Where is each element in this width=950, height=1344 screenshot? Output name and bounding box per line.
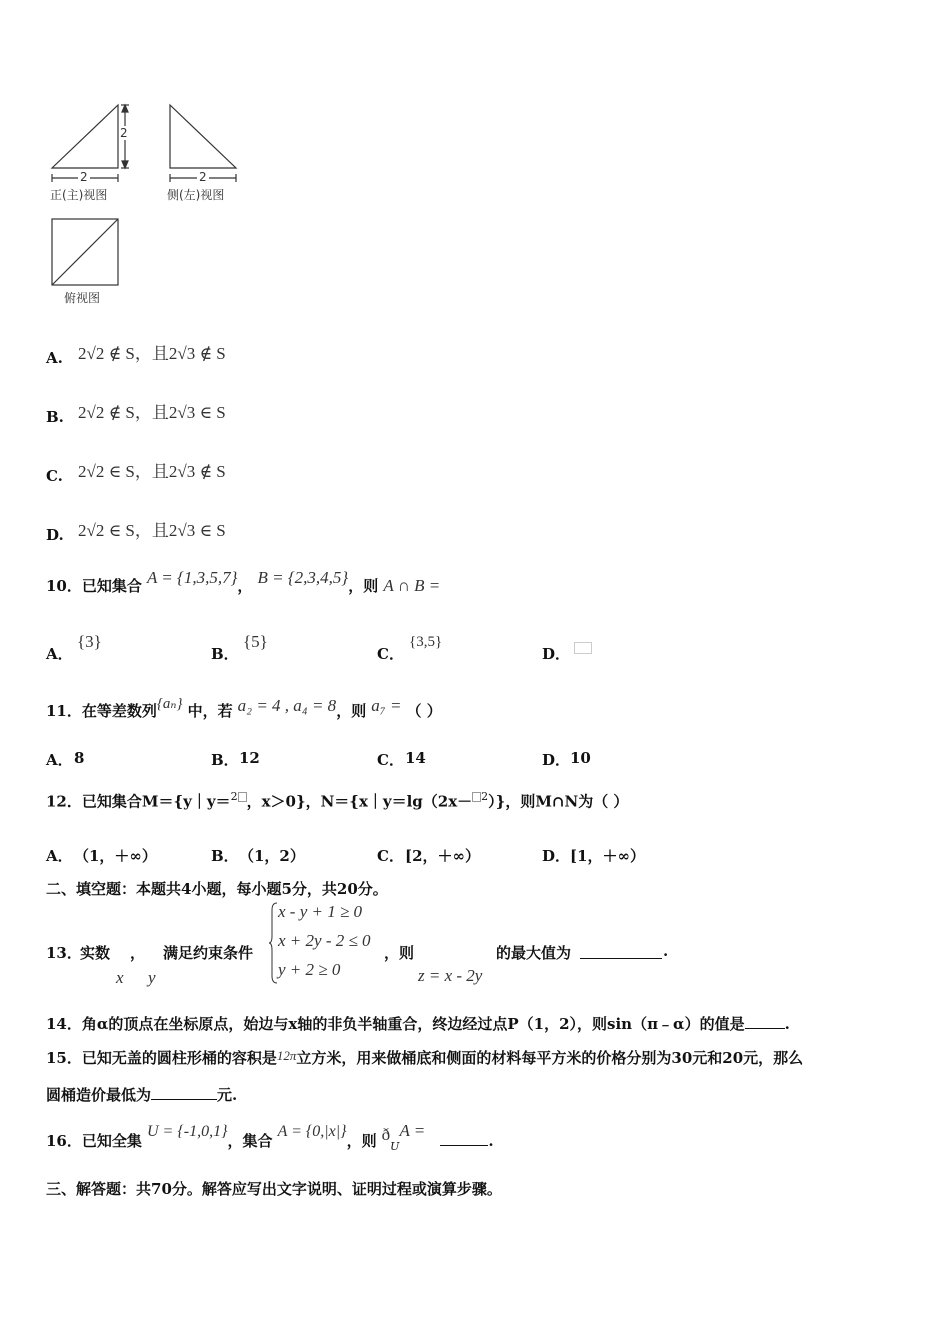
q13-sep: ， xyxy=(130,944,146,962)
question-11 xyxy=(46,696,442,721)
q11-option-d-letter: D． xyxy=(542,751,571,769)
missing-glyph-2 xyxy=(472,792,481,802)
q12-sup1: 2 xyxy=(230,790,238,803)
q13-constraint-system xyxy=(268,902,388,984)
question-15-line-2 xyxy=(46,1084,237,1105)
q11-text2: 中，若 xyxy=(187,702,233,720)
q10-set-b: B = {2,3,4,5} xyxy=(257,568,349,587)
q13-var-y: y xyxy=(148,968,156,987)
three-view-figure xyxy=(40,95,260,315)
q10-option-b-value: {5} xyxy=(243,632,268,651)
q11-option-c-value: 14 xyxy=(405,749,426,767)
q15-line2b: 元. xyxy=(217,1086,238,1104)
q14-text: 角α的顶点在坐标原点，始边与x轴的非负半轴重合，终边经过点P（1，2），则sin（π﹣α）的值是 xyxy=(81,1015,745,1033)
front-view-caption: 正(主)视图 xyxy=(50,188,108,202)
q12-text3: ）}，则M∩N为（ ） xyxy=(488,792,629,811)
q12-option-b-value: （1，2） xyxy=(239,847,305,865)
q10-option-a-letter: A． xyxy=(46,645,73,663)
q16-text3: ，则 xyxy=(346,1132,377,1150)
q12-option-c-value: [2，＋∞） xyxy=(405,847,481,865)
q9-option-b-letter: B. xyxy=(46,408,64,426)
q10-option-d-letter: D． xyxy=(542,645,571,663)
q11-number: 11． xyxy=(46,702,82,720)
q15-text1: 已知无盖的圆柱形桶的容积是 xyxy=(81,1049,277,1067)
q9-option-d-expr: 2√2 ∈ S，且2√3 ∈ S xyxy=(78,521,226,540)
q12-sup2: 2 xyxy=(481,790,489,803)
q13-text4: 的最大值为 xyxy=(496,944,572,962)
q12-text2: ，x＞0}，N＝{x｜y＝lg（2x－ xyxy=(246,792,473,811)
q13-objective: z = x - 2y xyxy=(418,966,483,985)
q9-option-c-letter: C. xyxy=(46,467,63,485)
q11-paren: （ ） xyxy=(406,702,442,720)
section-3-heading: 三、解答题：共70分。解答应写出文字说明、证明过程或演算步骤。 xyxy=(46,1180,502,1198)
q13-answer-blank[interactable] xyxy=(580,941,662,959)
q11-option-b-value: 12 xyxy=(239,749,260,767)
q12-text1: 已知集合M＝{y｜y＝ xyxy=(81,792,231,811)
q10-set-a: A = {1,3,5,7} xyxy=(146,568,238,587)
q12-option-a-letter: A． xyxy=(46,847,73,865)
q13-constraint-1: x - y + 1 ≥ 0 xyxy=(278,902,363,921)
q9-option-d-letter: D. xyxy=(46,526,64,544)
section-2-heading: 二、填空题：本题共4小题，每小题5分，共20分。 xyxy=(46,880,388,898)
question-16 xyxy=(46,1121,494,1154)
q12-option-d-letter: D． xyxy=(542,847,571,865)
front-view-width-label: 2 xyxy=(80,170,88,184)
question-12 xyxy=(46,790,628,811)
q16-end: . xyxy=(488,1132,494,1150)
question-15-line-1 xyxy=(46,1047,803,1068)
missing-glyph-1 xyxy=(238,792,247,802)
q11-option-a-letter: A． xyxy=(46,751,73,769)
q16-set-a2: A = xyxy=(399,1121,426,1140)
q12-option-c-letter: C． xyxy=(377,847,404,865)
q15-volume: 12π xyxy=(276,1048,297,1063)
top-view-caption: 俯视图 xyxy=(64,291,101,305)
q16-set-u: U = {-1,0,1} xyxy=(146,1123,228,1140)
q14-number: 14． xyxy=(46,1015,82,1033)
q12-option-a-value: （1，＋∞） xyxy=(74,847,157,865)
q14-answer-blank[interactable] xyxy=(745,1014,785,1029)
q15-answer-blank[interactable] xyxy=(151,1085,217,1100)
q13-number: 13． xyxy=(46,944,82,962)
q12-option-b-letter: B． xyxy=(211,847,239,865)
left-brace xyxy=(268,902,278,984)
q10-comma: ， xyxy=(237,577,253,595)
empty-set-glyph xyxy=(574,642,592,654)
q16-complement-symbol: ð xyxy=(381,1125,391,1144)
q16-sub-u: U xyxy=(390,1140,400,1154)
front-view-triangle xyxy=(52,105,129,182)
q11-option-a-value: 8 xyxy=(74,749,85,767)
q10-option-c-value: {3,5} xyxy=(409,634,443,650)
q10-option-a-value: {3} xyxy=(77,632,102,651)
q13-end: . xyxy=(663,942,669,960)
q11-option-c-letter: C． xyxy=(377,751,404,769)
q13-text2: 满足约束条件 xyxy=(163,944,254,962)
q13-constraint-3: y + 2 ≥ 0 xyxy=(278,960,341,979)
q15-line2a: 圆桶造价最低为 xyxy=(46,1086,152,1104)
q15-text2: 立方米，用来做桶底和侧面的材料每平方米的价格分别为30元和20元，那么 xyxy=(296,1049,804,1067)
q10-option-b-letter: B． xyxy=(211,645,239,663)
q15-number: 15． xyxy=(46,1049,82,1067)
q10-text2: ，则 xyxy=(348,577,379,595)
q12-number: 12． xyxy=(46,792,82,811)
q11-option-b-letter: B． xyxy=(211,751,239,769)
q10-number: 10． xyxy=(46,577,82,595)
q13-var-x: x xyxy=(116,968,124,987)
q11-option-d-value: 10 xyxy=(570,749,591,767)
q11-text1: 在等差数列 xyxy=(81,702,157,720)
q16-text1: 已知全集 xyxy=(81,1132,142,1150)
top-view-square xyxy=(52,219,118,285)
front-view-height-label: 2 xyxy=(120,126,128,140)
q9-option-b-expr: 2√2 ∉ S，且2√3 ∈ S xyxy=(78,403,226,422)
q16-text2: ，集合 xyxy=(227,1132,273,1150)
q12-option-d-value: [1，＋∞） xyxy=(570,847,646,865)
q16-answer-blank[interactable] xyxy=(440,1131,488,1146)
q13-text3: ，则 xyxy=(384,944,415,962)
question-14 xyxy=(46,1013,790,1034)
side-view-width-label: 2 xyxy=(199,170,207,184)
q9-option-a-expr: 2√2 ∉ S，且2√3 ∉ S xyxy=(78,344,226,363)
q16-number: 16． xyxy=(46,1132,82,1150)
q11-target: a₇ = xyxy=(371,696,402,715)
side-view-caption: 侧(左)视图 xyxy=(167,188,225,202)
q13-text1: 实数 xyxy=(80,944,111,962)
q11-text3: ，则 xyxy=(336,702,367,720)
q10-option-c-letter: C． xyxy=(377,645,404,663)
q13-constraint-2: x + 2y - 2 ≤ 0 xyxy=(278,931,371,950)
q9-option-a-letter: A. xyxy=(46,349,63,367)
q11-cond: a₂ = 4 , a₄ = 8 xyxy=(237,696,337,715)
q14-end: . xyxy=(784,1015,790,1033)
q11-seq: {aₙ} xyxy=(156,696,183,712)
q10-expr: A ∩ B = xyxy=(383,576,441,595)
question-10 xyxy=(46,568,441,596)
q10-text1: 已知集合 xyxy=(81,577,142,595)
q9-option-c-expr: 2√2 ∈ S，且2√3 ∉ S xyxy=(78,462,226,481)
q16-set-a: A = {0,|x|} xyxy=(277,1123,347,1140)
